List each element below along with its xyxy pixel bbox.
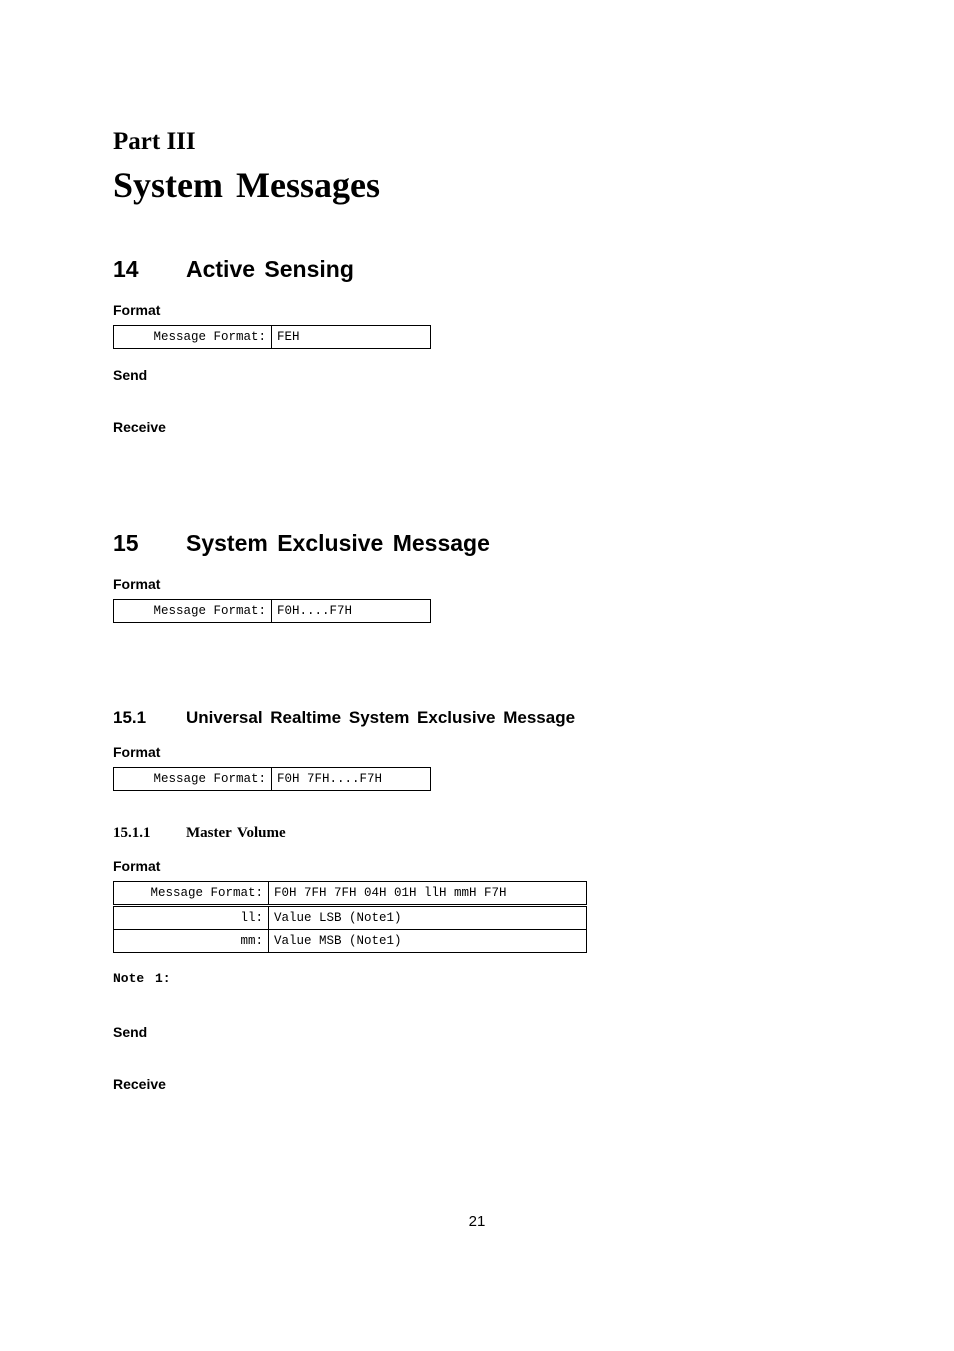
- section-number: 14: [113, 256, 139, 282]
- section-title: Universal Realtime System Exclusive Message: [186, 708, 576, 727]
- table-key: Message Format:: [114, 600, 272, 623]
- table-key: Message Format:: [114, 882, 269, 906]
- format-table-15: [113, 599, 431, 623]
- table-value: Value MSB (Note1): [269, 930, 587, 953]
- format-label: Format: [113, 744, 161, 760]
- table-value: F0H 7FH....F7H: [272, 768, 431, 791]
- section-14-heading: [113, 256, 354, 283]
- section-title: System Exclusive Message: [186, 530, 490, 556]
- section-number: 15.1.1: [113, 825, 151, 841]
- table-row: [114, 930, 587, 953]
- table-key: ll:: [114, 906, 269, 930]
- table-key: mm:: [114, 930, 269, 953]
- table-row: [114, 882, 587, 906]
- format-label: Format: [113, 858, 161, 874]
- table-value: FEH: [272, 326, 431, 349]
- table-value: F0H 7FH 7FH 04H 01H llH mmH F7H: [269, 882, 587, 906]
- table-key: Message Format:: [114, 768, 272, 791]
- section-title: Active Sensing: [186, 256, 354, 282]
- table-value: Value LSB (Note1): [269, 906, 587, 930]
- send-label: Send: [113, 367, 148, 383]
- note-label: Note 1:: [113, 971, 171, 986]
- section-15-1-1-heading: [113, 825, 286, 842]
- section-number: 15: [113, 530, 139, 556]
- page-number: 21: [468, 1213, 486, 1230]
- receive-label: Receive: [113, 419, 166, 435]
- format-table-14: [113, 325, 431, 349]
- part-label: Part III: [113, 128, 196, 155]
- section-title: Master Volume: [186, 825, 286, 841]
- table-value: F0H....F7H: [272, 600, 431, 623]
- format-table-15-1-1: [113, 881, 587, 953]
- format-label: Format: [113, 576, 161, 592]
- section-number: 15.1: [113, 708, 147, 727]
- receive-label: Receive: [113, 1076, 166, 1092]
- section-15-heading: [113, 530, 490, 557]
- format-label: Format: [113, 302, 161, 318]
- send-label: Send: [113, 1024, 148, 1040]
- section-15-1-heading: [113, 708, 575, 728]
- part-title: System Messages: [113, 165, 380, 205]
- table-key: Message Format:: [114, 326, 272, 349]
- format-table-15-1: [113, 767, 431, 791]
- table-row: [114, 906, 587, 930]
